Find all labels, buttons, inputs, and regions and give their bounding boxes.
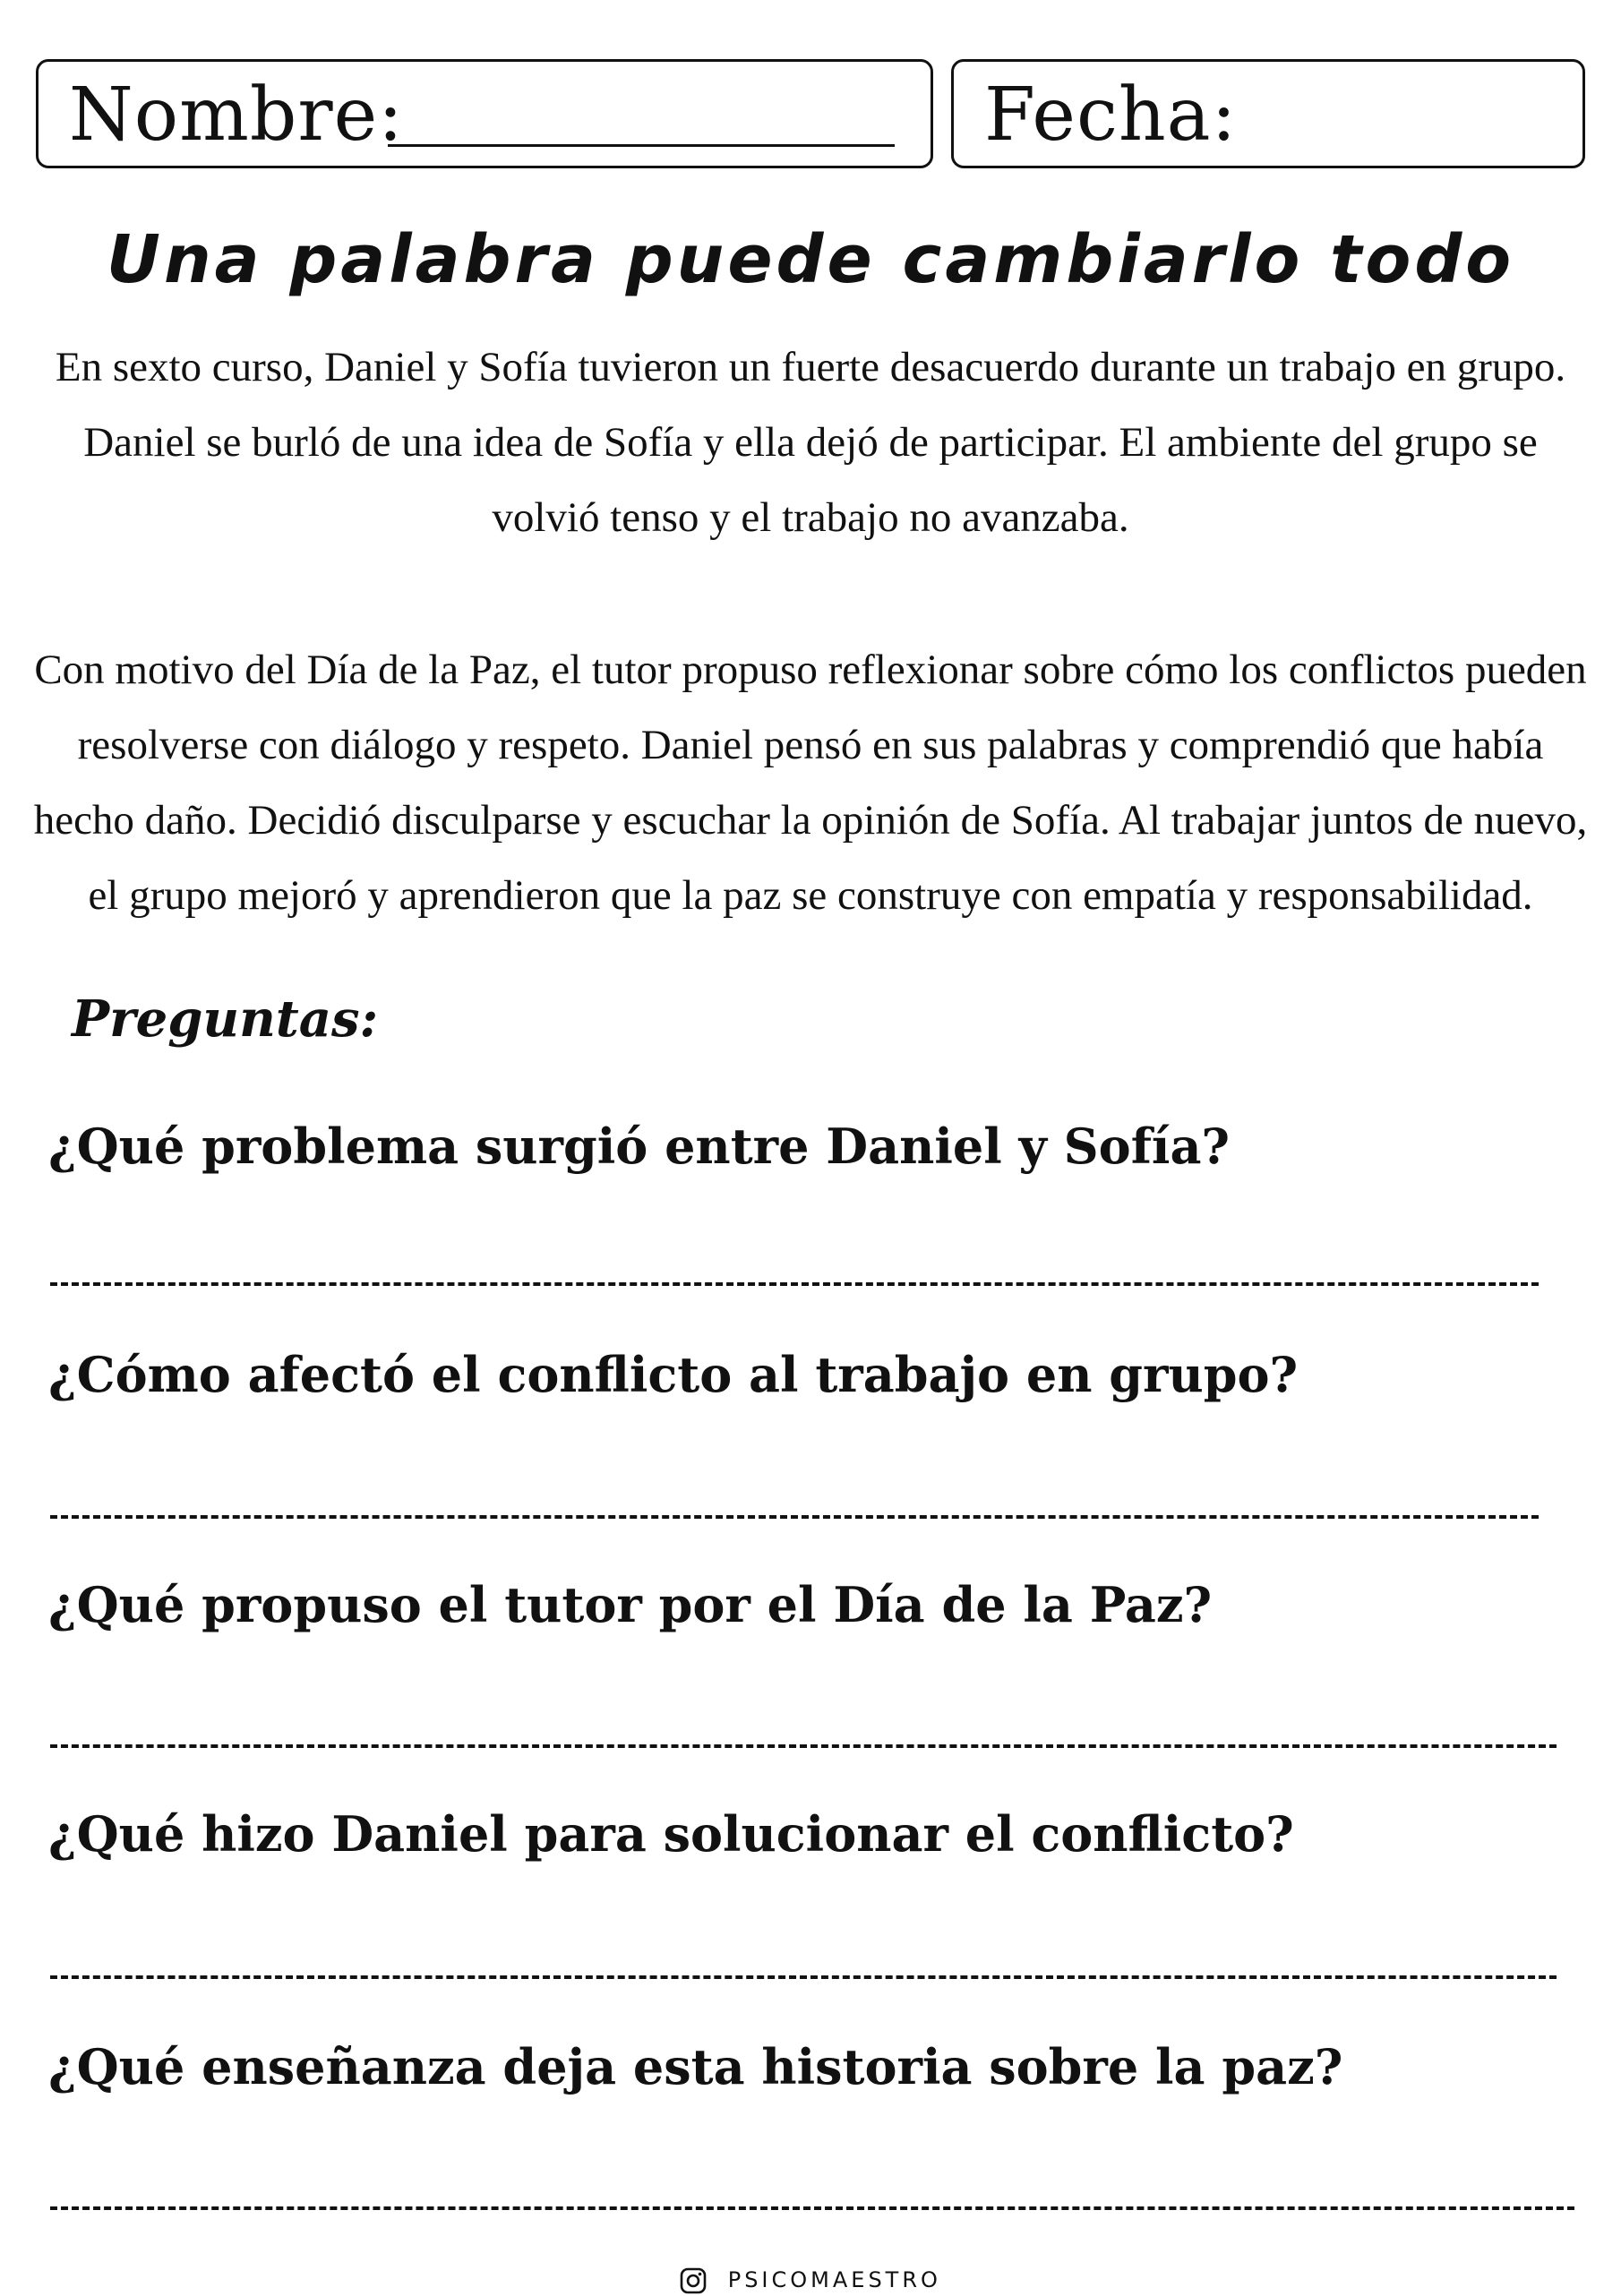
answer-line-2[interactable] <box>50 1515 1539 1519</box>
question-3: ¿Qué propuso el tutor por el Día de la Paz? <box>48 1576 1213 1633</box>
answer-line-5[interactable] <box>50 2206 1574 2210</box>
question-4: ¿Qué hizo Daniel para solucionar el conflicto? <box>48 1805 1294 1863</box>
worksheet-title: Una palabra puede cambiarlo todo <box>106 221 1515 298</box>
question-1: ¿Qué problema surgió entre Daniel y Sofía? <box>48 1118 1231 1175</box>
name-field-box[interactable] <box>36 59 933 168</box>
answer-line-1[interactable] <box>50 1282 1539 1286</box>
footer-credit <box>0 2264 1621 2296</box>
name-label: Nombre: <box>69 73 404 158</box>
answer-line-4[interactable] <box>50 1975 1557 1979</box>
answer-line-3[interactable] <box>50 1744 1557 1748</box>
story-paragraph-1: En sexto curso, Daniel y Sofía tuvieron un fuerte desacuerdo durante un trabajo en grupo. Daniel se burló de una idea de Sofía y ella dejó de participar. El ambiente del grupo se volvió tenso y el trabajo no avanzaba. <box>55 344 1566 541</box>
question-2: ¿Cómo afectó el conflicto al trabajo en grupo? <box>48 1346 1299 1403</box>
date-label: Fecha: <box>984 73 1238 158</box>
name-writing-line[interactable] <box>388 144 895 147</box>
question-5: ¿Qué enseñanza deja esta historia sobre la paz? <box>48 2038 1343 2095</box>
instagram-icon <box>680 2267 728 2292</box>
footer-handle: PSICOMAESTRO <box>727 2267 941 2292</box>
date-field-box[interactable] <box>951 59 1585 168</box>
questions-heading: Preguntas: <box>72 990 379 1049</box>
story-paragraph-2: Con motivo del Día de la Paz, el tutor propuso reflexionar sobre cómo los conflictos pueden resolverse con diálogo y respeto. Daniel pensó en sus palabras y comprendió que había hecho daño. Decidió disculparse y escuchar la opinión de Sofía. Al trabajar juntos de nuevo, el grupo mejoró y aprendieron que la paz se construye con empatía y responsabilidad. <box>33 647 1588 919</box>
